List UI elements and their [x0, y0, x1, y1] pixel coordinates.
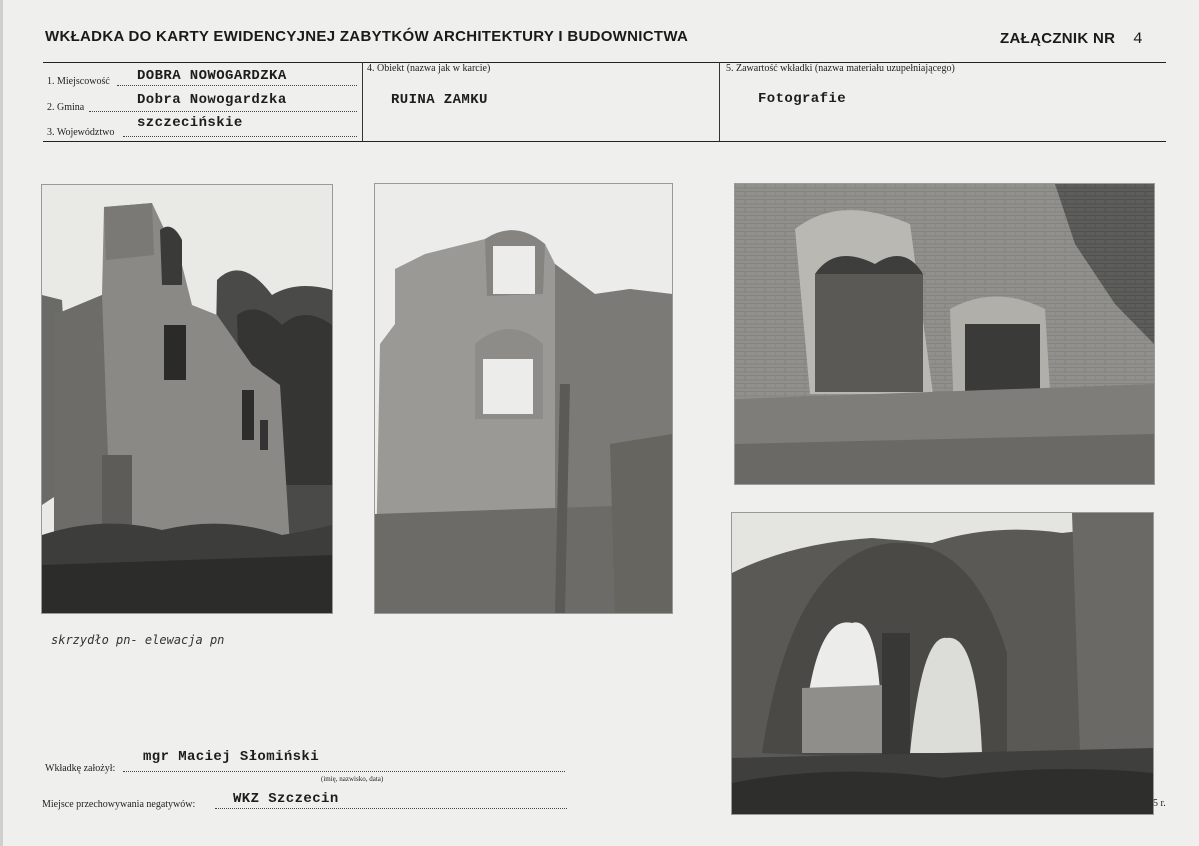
voivodeship-label: 3. Województwo	[47, 127, 115, 138]
photo-wall-windows	[735, 184, 1154, 484]
content-value: Fotografie	[758, 91, 847, 107]
header-top-rule	[43, 62, 1166, 63]
author-value: mgr Maciej Słomiński	[143, 749, 320, 765]
object-value: RUINA ZAMKU	[391, 92, 488, 108]
column-divider-1	[362, 62, 363, 141]
photo-north-wing	[42, 185, 332, 613]
author-label: Wkładkę założył:	[45, 763, 116, 774]
storage-value: WKZ Szczecin	[233, 791, 339, 807]
content-label: 5. Zawartość wkładki (nazwa materiału uzupełniającego)	[726, 63, 955, 74]
photo-interior-arches	[732, 513, 1153, 814]
storage-dotted-line	[215, 808, 567, 809]
locality-label: 1. Miejscowość	[47, 76, 110, 87]
column-divider-2	[719, 62, 720, 141]
annex-label: ZAŁĄCZNIK NR	[1000, 30, 1116, 47]
photo-gable-wall	[375, 184, 672, 613]
author-hint: (imię, nazwisko, data)	[321, 775, 384, 783]
card-title: WKŁADKA DO KARTY EWIDENCYJNEJ ZABYTKÓW ARCHITEKTURY I BUDOWNICTWA	[45, 28, 689, 45]
locality-value: DOBRA NOWOGARDZKA	[137, 68, 287, 84]
commune-value: Dobra Nowogardzka	[137, 92, 287, 108]
object-label: 4. Obiekt (nazwa jak w karcie)	[367, 63, 491, 74]
commune-dotted-line	[89, 111, 357, 112]
photo-caption: skrzydło pn- elewacja pn	[51, 633, 225, 647]
storage-label: Miejsce przechowywania negatywów:	[42, 799, 196, 810]
annex-number: 4	[1133, 30, 1143, 48]
commune-label: 2. Gmina	[47, 102, 85, 113]
header-bottom-rule	[43, 141, 1166, 142]
voivodeship-value: szczecińskie	[137, 115, 243, 131]
voivodeship-dotted-line	[123, 136, 357, 137]
edge-text-fragment: 5 r.	[1153, 798, 1166, 809]
locality-dotted-line	[117, 85, 357, 86]
author-dotted-line	[123, 771, 565, 772]
